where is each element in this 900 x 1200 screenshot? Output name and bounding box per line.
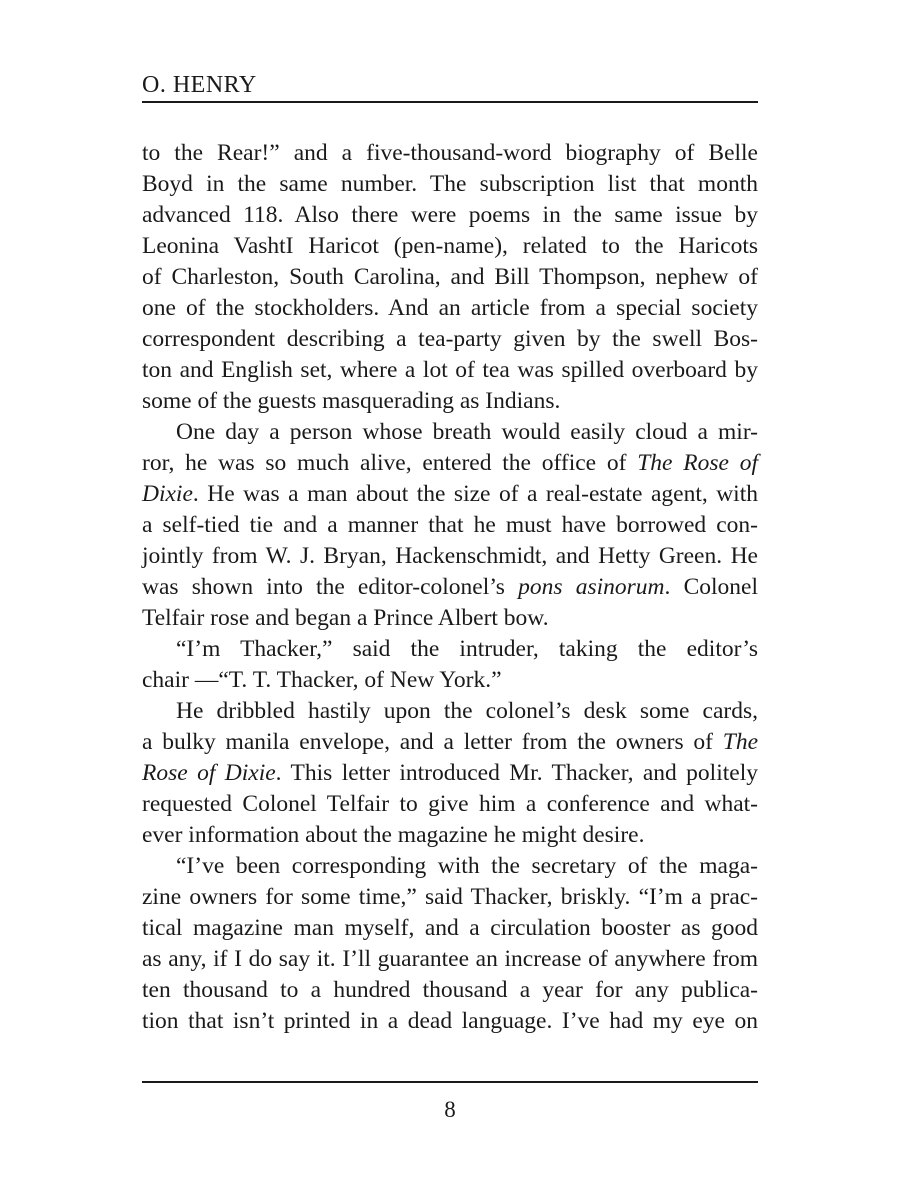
text-line: jointly from W. J. Bryan, Hackenschmidt, and Hetty Green. He [142,543,758,569]
text-line: tion that isn’t printed in a dead language. I’ve had my eye on [142,1008,758,1034]
text-line: a bulky manila envelope, and a letter from the owners of The [142,729,758,755]
text-line: tical magazine man myself, and a circulation booster as good [142,915,758,941]
text-line: as any, if I do say it. I’ll guarantee an increase of anywhere from [142,946,758,972]
footer-rule [142,1081,758,1083]
text-line: chair —“T. T. Thacker, of New York.” [142,667,502,693]
body-text [142,138,758,1037]
text-line: zine owners for some time,” said Thacker, briskly. “I’m a prac- [142,884,758,910]
text-line: advanced 118. Also there were poems in the same issue by [142,202,758,228]
text-line: He dribbled hastily upon the colonel’s desk some cards, [176,698,758,724]
text-line: “I’ve been corresponding with the secretary of the maga- [176,853,758,879]
text-line: a self-tied tie and a manner that he must have borrowed con- [142,512,758,538]
text-line: one of the stockholders. And an article from a special society [142,295,758,321]
text-line: Leonina VashtI Haricot (pen-name), related to the Haricots [142,233,758,259]
text-line: ror, he was so much alive, entered the office of The Rose of [142,450,758,476]
header-rule [142,101,758,103]
text-line: Telfair rose and began a Prince Albert bow. [142,605,549,631]
text-line: ten thousand to a hundred thousand a year for any publica- [142,977,758,1003]
text-line: “I’m Thacker,” said the intruder, taking the editor’s [176,636,758,662]
text-line: was shown into the editor-colonel’s pons asinorum. Colonel [142,574,758,600]
running-head-author: O. HENRY [142,72,257,98]
text-line: correspondent describing a tea-party given by the swell Bos- [142,326,758,352]
text-line: Boyd in the same number. The subscription list that month [142,171,758,197]
text-line: requested Colonel Telfair to give him a conference and what- [142,791,758,817]
text-line: One day a person whose breath would easily cloud a mir- [176,419,758,445]
text-line: ton and English set, where a lot of tea was spilled overboard by [142,357,758,383]
text-line: some of the guests masquerading as Indians. [142,388,561,414]
text-line: of Charleston, South Carolina, and Bill Thompson, nephew of [142,264,758,290]
text-line: to the Rear!” and a five-thousand-word biography of Belle [142,140,758,166]
text-line: Rose of Dixie. This letter introduced Mr. Thacker, and politely [142,760,758,786]
text-line: Dixie. He was a man about the size of a real-estate agent, with [142,481,758,507]
text-line: ever information about the magazine he might desire. [142,822,645,848]
page-number: 8 [444,1097,456,1122]
